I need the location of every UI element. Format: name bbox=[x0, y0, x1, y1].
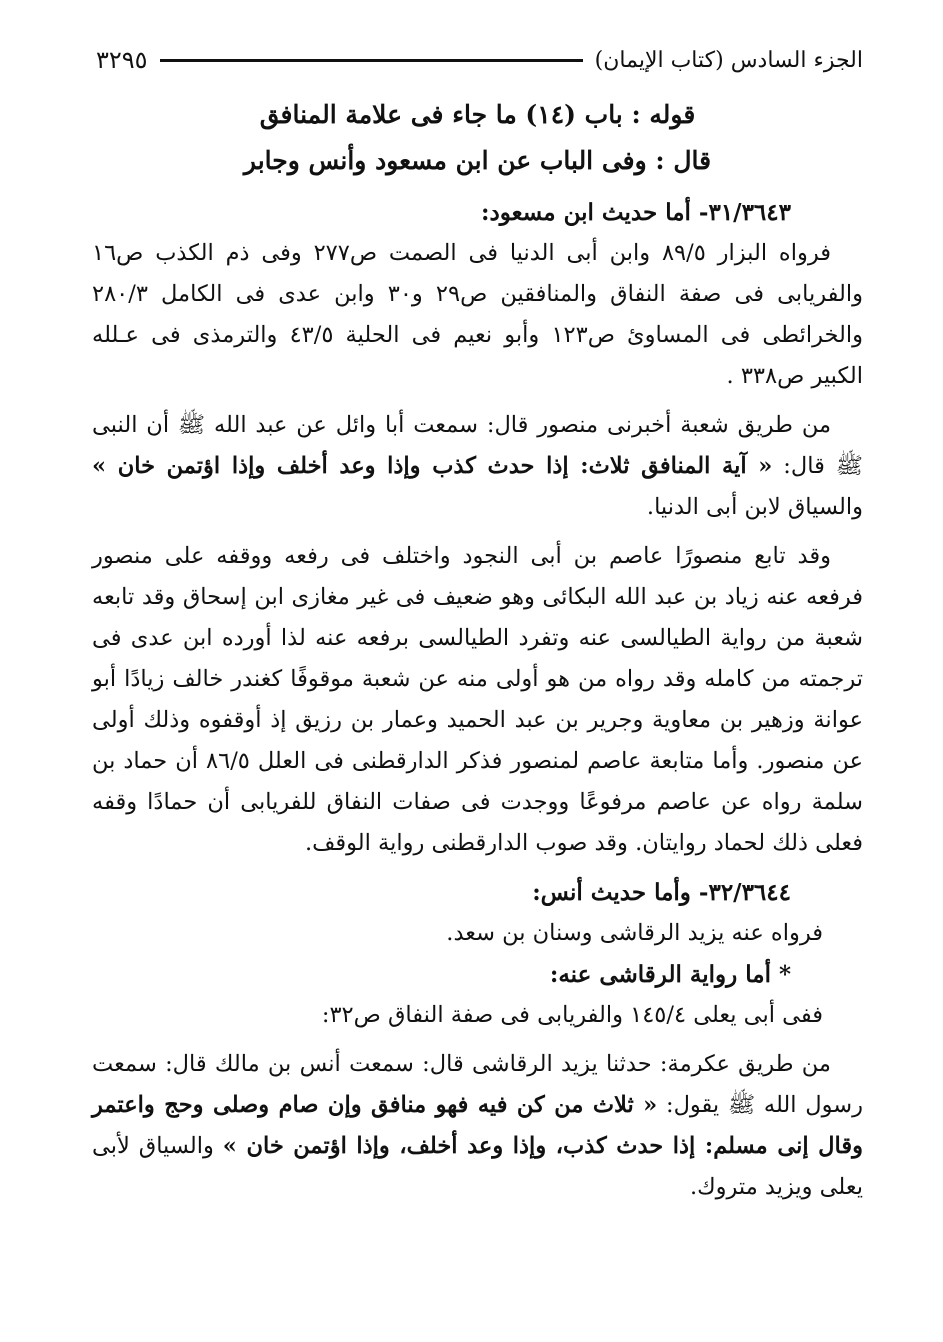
hadith-2-outro: والسياق لأبى يعلى ويزيد متروك. bbox=[92, 1133, 863, 1200]
subsection-heading-raqashi: * أما رواية الرقاشى عنه: bbox=[549, 961, 791, 988]
section-heading-ibn-masud: ٣١/٣٦٤٣- أما حديث ابن مسعود: bbox=[481, 199, 791, 226]
paragraph-sources-2: ففى أبى يعلى ١٤٥/٤ والفريابى فى صفة النفاق ص٣٢: bbox=[321, 1002, 823, 1028]
paragraph-hadith-2 bbox=[92, 1044, 863, 1208]
hadith-1-outro: والسياق لابن أبى الدنيا. bbox=[646, 494, 863, 520]
running-title: الجزء السادس (كتاب الإيمان) bbox=[594, 47, 863, 73]
hadith-1-quote: « آية المنافق ثلاث: إذا حدث كذب وإذا وعد أخلف وإذا اؤتمن خان » bbox=[92, 453, 773, 479]
paragraph-narrators: فرواه عنه يزيد الرقاشى وسنان بن سعد. bbox=[446, 920, 823, 946]
header-rule bbox=[160, 59, 583, 62]
hadith-1-intro: من طريق شعبة أخبرنى منصور قال: سمعت أبا وائل عن عبد الله ﷺ أن النبى ﷺ قال: bbox=[92, 412, 863, 479]
paragraph-sources-1: فرواه البزار ٨٩/٥ وابن أبى الدنيا فى الصمت ص٢٧٧ وفى ذم الكذب ص١٦ والفريابى فى صفة النفاق والمنافقين ص٢٩ و٣٠ وابن عدى فى الكامل ٢٨٠/٣ والخرائطى فى المساوئ ص١٢٣ وأبو نعيم فى الحلية ٤٣/٥ والترمذى فى عـلله الكبير ص٣٣٨ . bbox=[92, 240, 863, 389]
page-header bbox=[96, 40, 863, 80]
chapter-subtitle: قال : وفى الباب عن ابن مسعود وأنس وجابر bbox=[243, 146, 712, 175]
hadith-2-quote: « ثلاث من كن فيه فهو منافق وإن صام وصلى وحج واعتمر وقال إنى مسلم: إذا حدث كذب، وإذا وعد أخلف، وإذا اؤتمن خان » bbox=[92, 1092, 863, 1159]
hadith-2-intro: من طريق عكرمة: حدثنا يزيد الرقاشى قال: سمعت أنس بن مالك قال: سمعت رسول الله ﷺ يقول: bbox=[92, 1051, 863, 1118]
page-body bbox=[92, 92, 863, 1208]
chapter-title: قوله : باب (١٤) ما جاء فى علامة المنافق bbox=[259, 100, 696, 129]
page-number: ٣٢٩٥ bbox=[96, 46, 148, 74]
paragraph-hadith-1 bbox=[92, 405, 863, 528]
paragraph-discussion: وقد تابع منصورًا عاصم بن أبى النجود واختلف فى رفعه ووقفه على منصور فرفعه عنه زياد بن عبد الله البكائى وهو ضعيف فى غير مغازى ابن إسحاق وقد تابعه شعبة من رواية الطيالسى عنه وتفرد الطيالسى برفعه عنه لذا أورده ابن عدى فى ترجمته من كامله وقد رواه من هو أولى منه عن شعبة موقوفًا كغندر خالف زيادًا أبو عوانة وزهير بن معاوية وجرير بن عبد الحميد وعمار بن رزيق إذ أوقفوه وذلك أولى عن منصور. وأما متابعة عاصم لمنصور فذكر الدارقطنى فى العلل ٨٦/٥ أن حماد بن سلمة رواه عن عاصم مرفوعًا ووجدت فى صفات النفاق للفريابى أن حمادًا وقفه فعلى ذلك لحماد روايتان. وقد صوب الدارقطنى رواية الوقف. bbox=[92, 543, 863, 856]
section-heading-anas: ٣٢/٣٦٤٤- وأما حديث أنس: bbox=[532, 879, 791, 906]
